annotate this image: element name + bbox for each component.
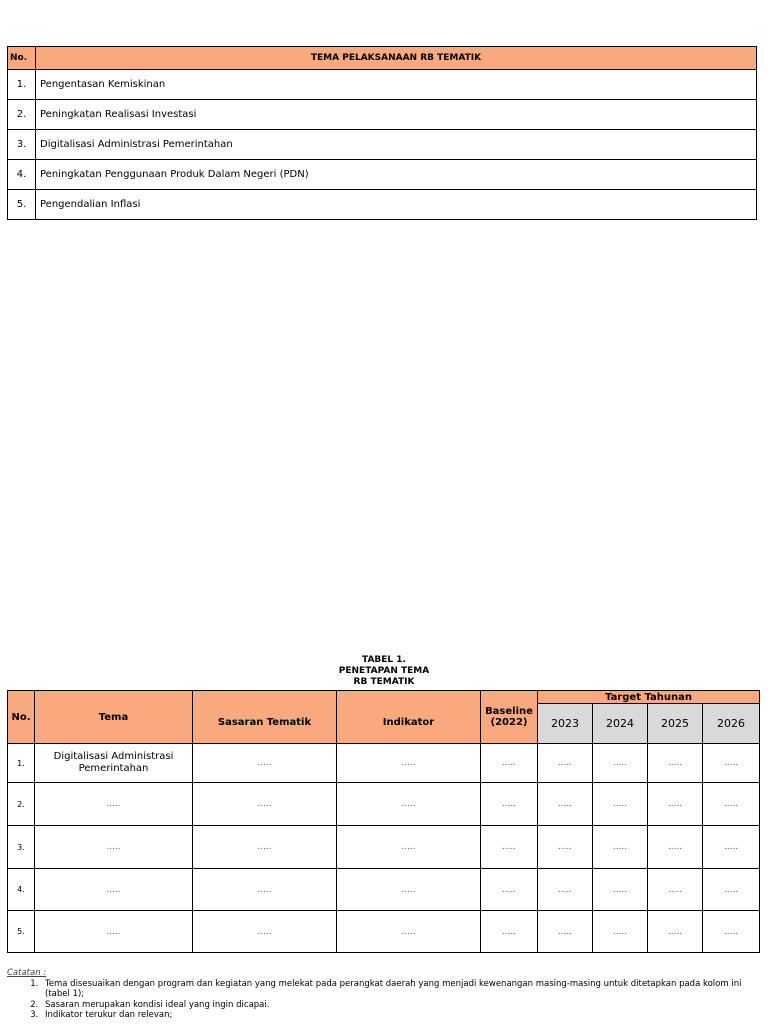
cell-target-2025: ..... [648, 826, 703, 869]
cell-target-2023: ..... [538, 744, 593, 783]
cell-target-2026: ..... [703, 744, 760, 783]
cell-indikator: ..... [337, 826, 481, 869]
header-indikator: Indikator [337, 691, 481, 744]
cell-target-2026: ..... [703, 826, 760, 869]
header-row-1 [8, 691, 760, 704]
row-no: 1. [8, 70, 36, 100]
cell-target-2025: ..... [648, 744, 703, 783]
row-no: 5. [8, 190, 36, 220]
cell-indikator: ..... [337, 869, 481, 911]
cell-baseline: ..... [481, 744, 538, 783]
cell-baseline: ..... [481, 826, 538, 869]
row-tema: ..... [35, 869, 193, 911]
row-no: 1. [8, 744, 35, 783]
cell-target-2023: ..... [538, 826, 593, 869]
row-no: 3. [8, 130, 36, 160]
header-no: No. [8, 47, 36, 70]
row-text: Peningkatan Penggunaan Produk Dalam Negeri (PDN) [36, 160, 757, 190]
table-row [8, 100, 757, 130]
cell-target-2024: ..... [593, 911, 648, 953]
header-baseline: Baseline (2022) [481, 691, 538, 744]
row-no: 5. [8, 911, 35, 953]
cell-target-2025: ..... [648, 783, 703, 826]
header-tema: Tema [35, 691, 193, 744]
row-text: Digitalisasi Administrasi Pemerintahan [36, 130, 757, 160]
row-no: 4. [8, 869, 35, 911]
cell-indikator: ..... [337, 783, 481, 826]
cell-target-2026: ..... [703, 911, 760, 953]
cell-target-2024: ..... [593, 783, 648, 826]
table-caption [0, 655, 768, 688]
cell-target-2024: ..... [593, 869, 648, 911]
caption-line-3: RB TEMATIK [353, 677, 415, 687]
cell-target-2026: ..... [703, 783, 760, 826]
header-no: No. [8, 691, 35, 744]
cell-baseline: ..... [481, 869, 538, 911]
cell-target-2023: ..... [538, 911, 593, 953]
cell-sasaran: ..... [193, 744, 337, 783]
cell-target-2024: ..... [593, 744, 648, 783]
note-item: 3. Indikator terukur dan relevan; [41, 1010, 759, 1021]
cell-baseline: ..... [481, 911, 538, 953]
table-row [8, 783, 760, 826]
table-row [8, 130, 757, 160]
table-row [8, 744, 760, 783]
row-text: Pengentasan Kemiskinan [36, 70, 757, 100]
header-year: 2023 [538, 704, 593, 744]
row-no: 3. [8, 826, 35, 869]
notes-section [7, 968, 759, 1021]
cell-target-2024: ..... [593, 826, 648, 869]
row-tema: ..... [35, 911, 193, 953]
caption-line-1: TABEL 1. [362, 655, 406, 665]
header-year: 2025 [648, 704, 703, 744]
theme-list-header-row [8, 47, 757, 70]
cell-indikator: ..... [337, 911, 481, 953]
table-row [8, 911, 760, 953]
header-target-tahunan: Target Tahunan [538, 691, 760, 704]
cell-target-2026: ..... [703, 869, 760, 911]
notes-title: Catatan : [7, 968, 47, 978]
cell-target-2023: ..... [538, 869, 593, 911]
cell-sasaran: ..... [193, 783, 337, 826]
caption-line-2: PENETAPAN TEMA [338, 666, 430, 676]
cell-target-2025: ..... [648, 911, 703, 953]
cell-sasaran: ..... [193, 826, 337, 869]
row-tema: ..... [35, 783, 193, 826]
cell-sasaran: ..... [193, 869, 337, 911]
cell-baseline: ..... [481, 783, 538, 826]
cell-indikator: ..... [337, 744, 481, 783]
row-tema: Digitalisasi Administrasi Pemerintahan [35, 744, 193, 783]
table-row [8, 826, 760, 869]
notes-list [7, 979, 759, 1021]
header-year: 2024 [593, 704, 648, 744]
cell-sasaran: ..... [193, 911, 337, 953]
header-year: 2026 [703, 704, 760, 744]
header-tema-pelaksanaan: TEMA PELAKSANAAN RB TEMATIK [36, 47, 757, 70]
table-row [8, 869, 760, 911]
row-text: Peningkatan Realisasi Investasi [36, 100, 757, 130]
penetapan-tema-table [7, 690, 760, 953]
table-row [8, 190, 757, 220]
theme-list-table [7, 46, 757, 220]
cell-target-2025: ..... [648, 869, 703, 911]
header-sasaran-tematik: Sasaran Tematik [193, 691, 337, 744]
row-text: Pengendalian Inflasi [36, 190, 757, 220]
cell-target-2023: ..... [538, 783, 593, 826]
row-no: 2. [8, 783, 35, 826]
table-row [8, 70, 757, 100]
row-no: 4. [8, 160, 36, 190]
row-tema: ..... [35, 826, 193, 869]
row-no: 2. [8, 100, 36, 130]
note-item: 2. Sasaran merupakan kondisi ideal yang ingin dicapai. [41, 1000, 759, 1011]
table-row [8, 160, 757, 190]
note-item: 1. Tema disesuaikan dengan program dan kegiatan yang melekat pada perangkat daerah yang menjadi kewenangan masing-masing untuk ditetapkan pada kolom ini (tabel 1); [41, 979, 759, 1000]
